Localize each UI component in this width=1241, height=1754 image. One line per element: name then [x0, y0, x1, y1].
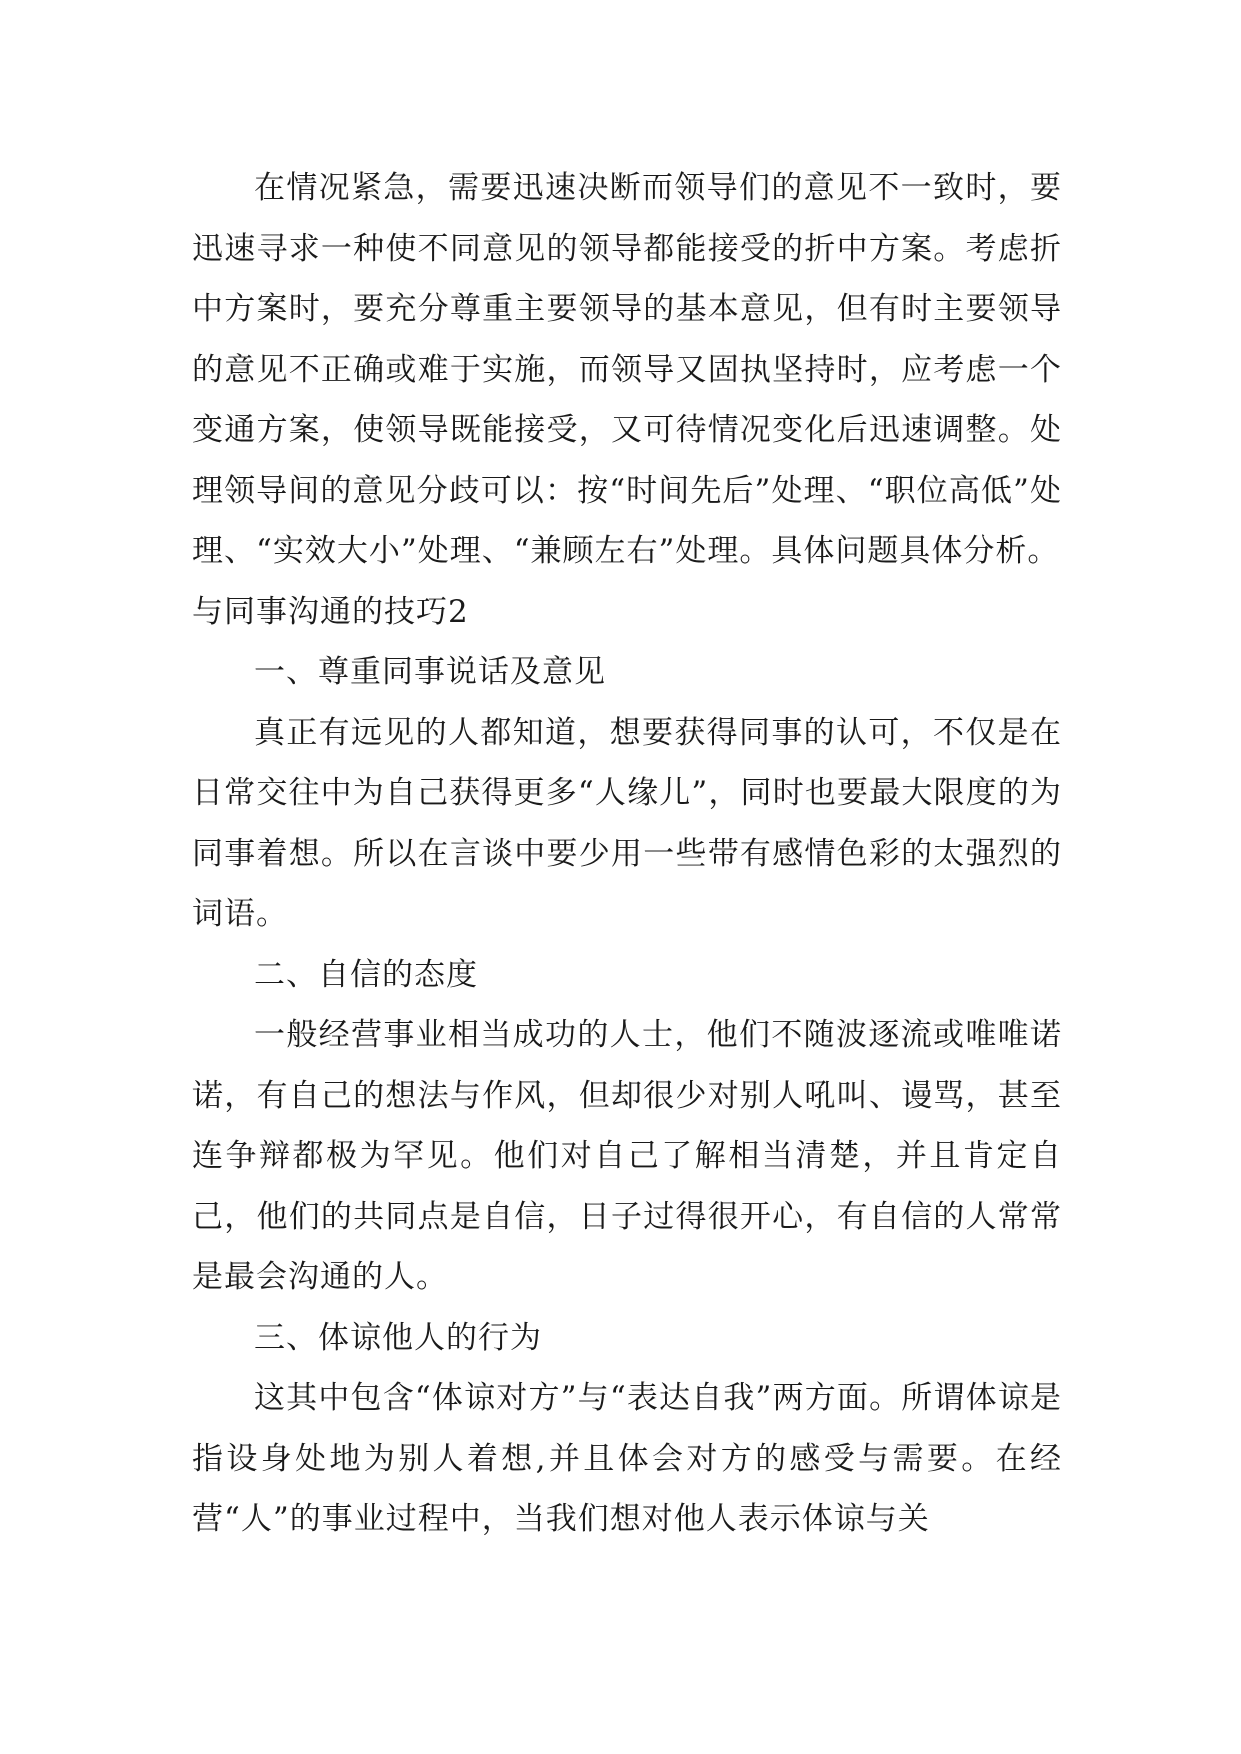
section-heading: 与同事沟通的技巧2 — [192, 593, 469, 630]
paragraph-compromise: 在情况紧急，需要迅速决断而领导们的意见不一致时，要迅速寻求一种使不同意见的领导都能接受的折中方案。考虑折中方案时，要充分尊重主要领导的基本意见，但有时主要领导的意见不正确或难于实施，而领导又固执坚持时，应考虑一个变通方案，使领导既能接受，又可待情况变化后迅速调整。处理领导间的意见分歧可以：按“时间先后”处理、“职位高低”处理、“实效大小”处理、“兼顾左右”处理。具体问题具体分析。 — [192, 170, 1062, 569]
document-body — [192, 158, 1062, 1550]
paragraph-confidence: 一般经营事业相当成功的人士，他们不随波逐流或唯唯诺诺，有自己的想法与作风，但却很少对别人吼叫、谩骂，甚至连争辩都极为罕见。他们对自己了解相当清楚，并且肯定自己，他们的共同点是自信，日子过得很开心，有自信的人常常是最会沟通的人。 — [192, 1017, 1062, 1295]
paragraph-empathy: 这其中包含“体谅对方”与“表达自我”两方面。所谓体谅是指设身处地为别人着想,并且体会对方的感受与需要。在经营“人”的事业过程中，当我们想对他人表示体谅与关 — [192, 1380, 1062, 1537]
subheading-respect: 一、尊重同事说话及意见 — [254, 654, 606, 690]
paragraph-respect: 真正有远见的人都知道，想要获得同事的认可，不仅是在日常交往中为自己获得更多“人缘儿”，同时也要最大限度的为同事着想。所以在言谈中要少用一些带有感情色彩的太强烈的词语。 — [192, 714, 1062, 932]
subheading-confidence: 二、自信的态度 — [254, 956, 478, 993]
subheading-empathy: 三、体谅他人的行为 — [254, 1319, 542, 1356]
